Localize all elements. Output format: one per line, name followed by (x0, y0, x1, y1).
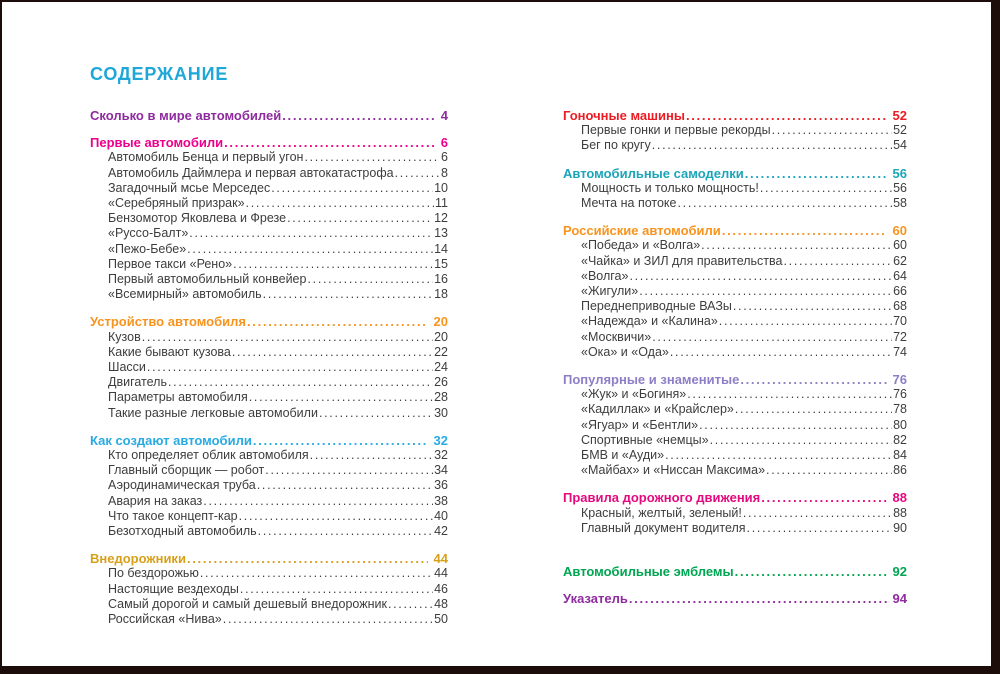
dot-leader (735, 402, 892, 417)
toc-entry (563, 448, 907, 463)
toc-entry-label: Первый автомобильный конвейер (108, 272, 307, 287)
toc-entry-page-number: 42 (434, 524, 448, 539)
dot-leader (223, 612, 433, 627)
toc-entry-label: Переднеприводные ВАЗы (581, 299, 732, 314)
toc-entry-label: «Жигули» (581, 284, 639, 299)
toc-entry (563, 181, 907, 196)
dot-leader (761, 490, 886, 505)
dot-leader (677, 196, 892, 211)
toc-entry-label: Главный сборщик — робот (108, 463, 265, 478)
dot-leader (388, 597, 433, 612)
toc-entry-label: «Кадиллак» и «Крайслер» (581, 402, 734, 417)
dot-leader (747, 521, 893, 536)
toc-entry-label: Спортивные «немцы» (581, 432, 709, 447)
toc-entry (563, 254, 907, 269)
toc-entry-page-number: 54 (893, 138, 907, 153)
toc-section (90, 108, 448, 123)
toc-entry (563, 238, 907, 253)
toc-entry (563, 521, 907, 536)
dot-leader (760, 181, 892, 196)
toc-entry (563, 284, 907, 299)
dot-leader (232, 345, 433, 360)
toc-entry-label: Бензомотор Яковлева и Фрезе (108, 211, 287, 226)
toc-entry-page-number: 14 (434, 241, 448, 256)
toc-entry (90, 287, 448, 302)
toc-entry (90, 566, 448, 581)
toc-section (563, 108, 907, 154)
toc-section-header-page-number: 94 (892, 591, 907, 607)
toc-entry-label: Авария на заказ (108, 493, 203, 508)
toc-entry (563, 314, 907, 329)
toc-entry-label: Мечта на потоке (581, 196, 677, 211)
toc-entry-label: Двигатель (108, 375, 167, 390)
dot-leader (766, 463, 892, 478)
dot-leader (142, 330, 433, 345)
toc-entry-page-number: 46 (434, 581, 448, 596)
dot-leader (719, 314, 892, 329)
dot-leader (203, 494, 433, 509)
toc-entry-page-number: 74 (893, 344, 907, 359)
toc-section-header (90, 551, 448, 566)
toc-entry-label: «Серебряный призрак» (108, 196, 245, 211)
toc-entry (90, 150, 448, 165)
toc-entry (563, 345, 907, 360)
toc-entry (90, 494, 448, 509)
toc-entry-page-number: 38 (434, 493, 448, 508)
toc-section-header-label: Гоночные машины (563, 108, 685, 123)
toc-entry (90, 226, 448, 241)
toc-section (90, 551, 448, 627)
toc-entry-page-number: 60 (893, 238, 907, 253)
toc-entry-page-number: 88 (893, 505, 907, 520)
dot-leader (304, 150, 440, 165)
toc-columns (90, 108, 907, 639)
toc-entry (90, 612, 448, 627)
toc-entry-page-number: 72 (893, 329, 907, 344)
dot-leader (258, 524, 433, 539)
dot-leader (253, 433, 428, 448)
toc-entry (563, 418, 907, 433)
toc-page (2, 2, 991, 666)
toc-section-header (90, 314, 448, 329)
toc-entry-page-number: 70 (893, 314, 907, 329)
toc-section-header (563, 223, 907, 238)
toc-entry-label: Такие разные легковые автомобили (108, 405, 318, 420)
toc-section-header-label: Сколько в мире автомобилей (90, 108, 282, 123)
dot-leader (189, 226, 433, 241)
toc-column-left (90, 108, 448, 639)
page-title: СОДЕРЖАНИЕ (90, 64, 229, 84)
toc-entry-page-number: 30 (434, 405, 448, 420)
toc-entry (90, 448, 448, 463)
toc-entry (563, 299, 907, 314)
dot-leader (772, 123, 893, 138)
toc-section-header-label: Первые автомобили (90, 135, 224, 151)
toc-entry (90, 181, 448, 196)
toc-entry-label: «Москвичи» (581, 329, 652, 344)
dot-leader (239, 509, 433, 524)
dot-leader (257, 478, 433, 493)
toc-entry-page-number: 86 (893, 463, 907, 478)
dot-leader (722, 223, 887, 238)
toc-section (90, 433, 448, 539)
toc-entry-page-number: 36 (434, 478, 448, 493)
toc-entry-label: Кто определяет облик автомобиля (108, 448, 309, 463)
toc-entry-label: «Руссо-Балт» (108, 226, 189, 241)
toc-entry-label: Автомобиль Даймлера и первая автокатастрофа (108, 165, 394, 180)
dot-leader (699, 418, 892, 433)
toc-entry (563, 330, 907, 345)
toc-entry-page-number: 90 (893, 520, 907, 535)
dot-leader (652, 138, 892, 153)
dot-leader (652, 330, 892, 345)
toc-entry (563, 196, 907, 211)
toc-entry-page-number: 6 (441, 150, 448, 165)
toc-section-header-label: Как создают автомобили (90, 432, 252, 448)
toc-entry (90, 463, 448, 478)
toc-entry-page-number: 76 (893, 387, 907, 402)
toc-section-header-page-number: 88 (892, 490, 907, 506)
toc-entry (90, 242, 448, 257)
toc-entry (90, 257, 448, 272)
toc-entry (90, 330, 448, 345)
toc-entry (90, 597, 448, 612)
toc-entry (563, 269, 907, 284)
toc-entry-label: Главный документ водителя (581, 520, 746, 535)
toc-entry (563, 506, 907, 521)
dot-leader (670, 345, 892, 360)
toc-entry (563, 433, 907, 448)
dot-leader (265, 463, 433, 478)
toc-section (563, 223, 907, 360)
toc-section-header (90, 135, 448, 150)
toc-entry-label: «Пежо-Бебе» (108, 241, 187, 256)
toc-section-header (90, 433, 448, 448)
toc-entry (90, 166, 448, 181)
toc-entry-page-number: 18 (434, 287, 448, 302)
toc-entry-label: Первое такси «Рено» (108, 256, 233, 271)
toc-entry-page-number: 8 (441, 165, 448, 180)
dot-leader (735, 564, 887, 579)
toc-section-header-label: Указатель (563, 591, 628, 607)
dot-leader (783, 254, 892, 269)
toc-entry-label: «Чайка» и ЗИЛ для правительства (581, 253, 783, 268)
dot-leader (271, 181, 433, 196)
toc-section (563, 166, 907, 212)
toc-entry-page-number: 40 (434, 508, 448, 523)
toc-column-right (563, 108, 907, 639)
toc-entry-page-number: 52 (893, 123, 907, 138)
dot-leader (733, 299, 892, 314)
toc-entry-page-number: 13 (434, 226, 448, 241)
toc-entry-page-number: 80 (893, 417, 907, 432)
toc-section-header-label: Правила дорожного движения (563, 490, 761, 506)
toc-entry-label: Шасси (108, 360, 146, 375)
toc-entry-label: «Ока» и «Ода» (581, 344, 669, 359)
toc-entry-label: Какие бывают кузова (108, 344, 231, 359)
toc-section-header-page-number: 44 (433, 551, 448, 567)
toc-entry-label: По бездорожью (108, 566, 199, 581)
toc-section-header (563, 166, 907, 181)
dot-leader (224, 135, 435, 150)
toc-section-header-page-number: 76 (892, 372, 907, 388)
dot-leader (307, 272, 433, 287)
dot-leader (395, 166, 440, 181)
toc-entry-page-number: 20 (434, 329, 448, 344)
toc-entry-label: «Волга» (581, 268, 629, 283)
toc-entry (563, 138, 907, 153)
toc-entry-label: Бег по кругу (581, 138, 651, 153)
toc-section (563, 564, 907, 579)
toc-entry-page-number: 48 (434, 596, 448, 611)
toc-entry-page-number: 10 (434, 180, 448, 195)
toc-section (90, 314, 448, 420)
toc-entry-page-number: 68 (893, 299, 907, 314)
toc-entry (90, 582, 448, 597)
dot-leader (246, 196, 434, 211)
toc-entry-label: Красный, желтый, зеленый! (581, 505, 742, 520)
dot-leader (745, 166, 887, 181)
toc-section-header-label: Внедорожники (90, 551, 186, 567)
dot-leader (740, 372, 886, 387)
toc-entry-label: Автомобиль Бенца и первый угон (108, 150, 304, 165)
toc-section (90, 135, 448, 302)
toc-entry-page-number: 12 (434, 211, 448, 226)
dot-leader (629, 591, 887, 606)
toc-entry-page-number: 56 (893, 180, 907, 195)
dot-leader (282, 108, 435, 123)
toc-section (563, 591, 907, 606)
toc-section-header-label: Популярные и знаменитые (563, 372, 740, 388)
toc-entry-page-number: 22 (434, 344, 448, 359)
toc-section-header (563, 591, 907, 606)
toc-entry (90, 390, 448, 405)
toc-entry-page-number: 16 (434, 272, 448, 287)
toc-section-header-page-number: 32 (433, 432, 448, 448)
toc-entry-page-number: 28 (434, 390, 448, 405)
toc-entry-label: Загадочный мсье Мерседес (108, 180, 271, 195)
dot-leader (665, 448, 892, 463)
toc-section (563, 490, 907, 536)
toc-entry (563, 463, 907, 478)
toc-entry-page-number: 62 (893, 253, 907, 268)
toc-entry-label: Аэродинамическая труба (108, 478, 256, 493)
dot-leader (249, 390, 433, 405)
toc-entry-page-number: 44 (434, 566, 448, 581)
dot-leader (310, 448, 433, 463)
toc-entry (90, 211, 448, 226)
toc-entry (90, 509, 448, 524)
dot-leader (168, 375, 433, 390)
toc-entry (563, 402, 907, 417)
toc-entry-page-number: 15 (434, 256, 448, 271)
dot-leader (240, 582, 433, 597)
toc-section-header (563, 108, 907, 123)
toc-entry-page-number: 34 (434, 463, 448, 478)
toc-entry-label: Первые гонки и первые рекорды (581, 123, 771, 138)
dot-leader (187, 242, 433, 257)
toc-section-header-page-number: 52 (892, 108, 907, 123)
toc-section-header-page-number: 56 (892, 165, 907, 181)
toc-entry-label: Мощность и только мощность! (581, 180, 759, 195)
toc-entry-label: Настоящие вездеходы (108, 581, 239, 596)
toc-entry-label: «Надежда» и «Калина» (581, 314, 718, 329)
dot-leader (187, 551, 428, 566)
toc-section-header-label: Устройство автомобиля (90, 314, 246, 330)
dot-leader (743, 506, 892, 521)
toc-section-header-label: Российские автомобили (563, 223, 721, 239)
toc-entry-page-number: 26 (434, 375, 448, 390)
toc-entry (90, 406, 448, 421)
toc-entry-label: «Жук» и «Богиня» (581, 387, 687, 402)
toc-entry-label: «Майбах» и «Ниссан Максима» (581, 463, 766, 478)
toc-entry-label: БМВ и «Ауди» (581, 448, 665, 463)
toc-section-header-page-number: 4 (440, 108, 448, 123)
toc-entry-label: Кузов (108, 329, 141, 344)
toc-section-header-page-number: 20 (433, 314, 448, 330)
toc-entry-page-number: 11 (435, 196, 448, 211)
toc-entry-page-number: 66 (893, 284, 907, 299)
toc-section-header (90, 108, 448, 123)
dot-leader (287, 211, 433, 226)
toc-entry (90, 478, 448, 493)
toc-entry (90, 196, 448, 211)
toc-entry-page-number: 84 (893, 448, 907, 463)
toc-entry-page-number: 64 (893, 268, 907, 283)
toc-entry-label: Безотходный автомобиль (108, 524, 257, 539)
toc-entry-page-number: 50 (434, 612, 448, 627)
toc-section-header-label: Автомобильные эмблемы (563, 564, 734, 580)
toc-section-header-label: Автомобильные самоделки (563, 165, 744, 181)
toc-section (563, 372, 907, 478)
toc-entry (90, 375, 448, 390)
dot-leader (319, 406, 433, 421)
toc-entry (90, 345, 448, 360)
toc-section-header (563, 564, 907, 579)
toc-entry-page-number: 58 (893, 196, 907, 211)
toc-entry-label: Самый дорогой и самый дешевый внедорожник (108, 596, 387, 611)
dot-leader (701, 238, 892, 253)
toc-section-header (563, 490, 907, 505)
toc-entry (563, 387, 907, 402)
toc-entry (90, 360, 448, 375)
toc-entry-label: Что такое концепт-кар (108, 508, 238, 523)
toc-entry-page-number: 78 (893, 402, 907, 417)
toc-entry-page-number: 32 (434, 448, 448, 463)
toc-section-header-page-number: 60 (892, 223, 907, 239)
dot-leader (686, 108, 887, 123)
toc-entry-page-number: 82 (893, 432, 907, 447)
toc-section-header-page-number: 6 (440, 135, 448, 151)
toc-entry-label: «Всемирный» автомобиль (108, 287, 262, 302)
toc-entry-page-number: 24 (434, 360, 448, 375)
toc-section-header (563, 372, 907, 387)
toc-entry (563, 123, 907, 138)
dot-leader (710, 433, 893, 448)
dot-leader (629, 269, 892, 284)
dot-leader (147, 360, 433, 375)
dot-leader (200, 566, 433, 581)
toc-entry-label: «Победа» и «Волга» (581, 238, 701, 253)
toc-entry (90, 524, 448, 539)
toc-entry-label: Российская «Нива» (108, 612, 222, 627)
toc-section-header-page-number: 92 (892, 564, 907, 580)
dot-leader (687, 387, 892, 402)
toc-entry-label: Параметры автомобиля (108, 390, 248, 405)
dot-leader (233, 257, 433, 272)
dot-leader (263, 287, 433, 302)
dot-leader (639, 284, 892, 299)
toc-entry (90, 272, 448, 287)
toc-entry-label: «Ягуар» и «Бентли» (581, 417, 699, 432)
dot-leader (247, 314, 428, 329)
